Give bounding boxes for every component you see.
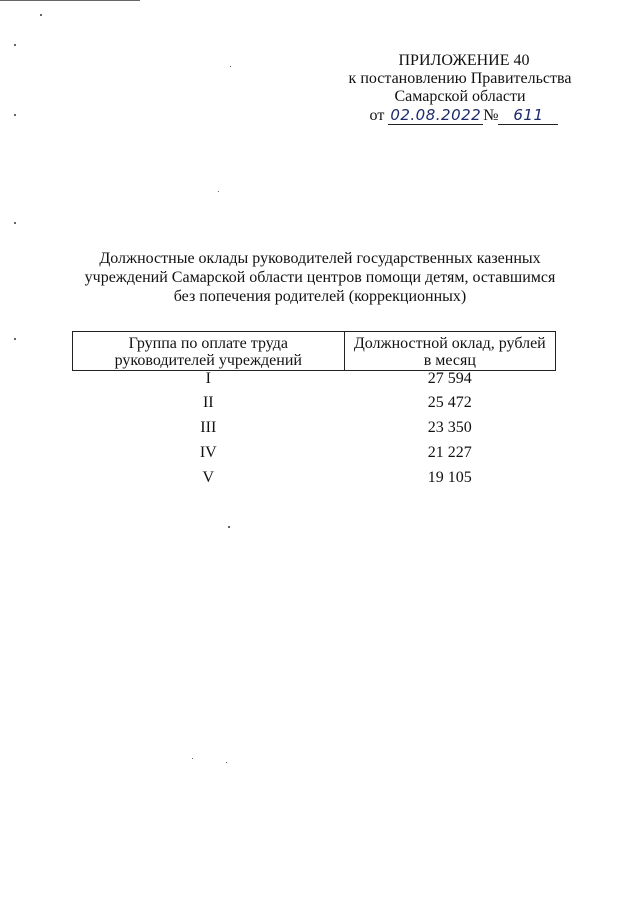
cell-salary: 19 105: [427, 469, 472, 486]
scan-speck: [192, 758, 193, 759]
scan-speck: [218, 191, 219, 192]
appendix-line-resolution: к постановлению Правительства: [348, 70, 572, 87]
table-row: [73, 393, 556, 418]
salary-table: [72, 331, 556, 493]
ref-number-label: №: [483, 107, 499, 124]
appendix-reference: [338, 106, 590, 125]
document-title: [60, 249, 580, 306]
document-title-line-3: без попечения родителей (коррекционных): [173, 288, 467, 305]
scan-speck: [228, 526, 230, 528]
table-row: [73, 443, 556, 468]
cell-group: I: [205, 370, 211, 387]
cell-group: V: [202, 469, 215, 486]
scan-speck: [226, 762, 227, 763]
cell-group: IV: [199, 444, 217, 461]
appendix-line-region: Самарской области: [394, 88, 526, 105]
document-title-line-2: учреждений Самарской области центров помощи детям, оставшимся: [84, 269, 556, 286]
cell-group: III: [200, 419, 217, 436]
cell-group: II: [202, 394, 214, 411]
ref-date: 02.08.2022: [390, 106, 482, 124]
scan-speck: [14, 338, 16, 340]
ref-prefix: от: [369, 107, 385, 124]
ref-number: 611: [498, 106, 558, 125]
appendix-title: ПРИЛОЖЕНИЕ 40: [398, 52, 530, 69]
cell-salary: 27 594: [427, 370, 472, 387]
table-row: [73, 418, 556, 443]
header-salary: Должностной оклад, рублей в месяц: [344, 332, 555, 371]
cell-salary: 21 227: [427, 444, 472, 461]
appendix-block: [330, 52, 590, 125]
scan-speck: [230, 66, 231, 67]
scan-speck: [14, 114, 16, 116]
scan-speck: [40, 14, 42, 16]
table-row: [73, 371, 556, 394]
cell-salary: 23 350: [427, 419, 472, 436]
cell-salary: 25 472: [427, 394, 472, 411]
scan-top-rule: [0, 0, 140, 1]
table-header-row: [73, 332, 556, 371]
table-row: [73, 468, 556, 493]
document-title-line-1: Должностные оклады руководителей государственных казенных: [99, 250, 541, 267]
scan-speck: [14, 44, 16, 46]
scan-speck: [14, 222, 16, 224]
header-group: Группа по оплате труда руководителей учреждений: [73, 332, 345, 371]
